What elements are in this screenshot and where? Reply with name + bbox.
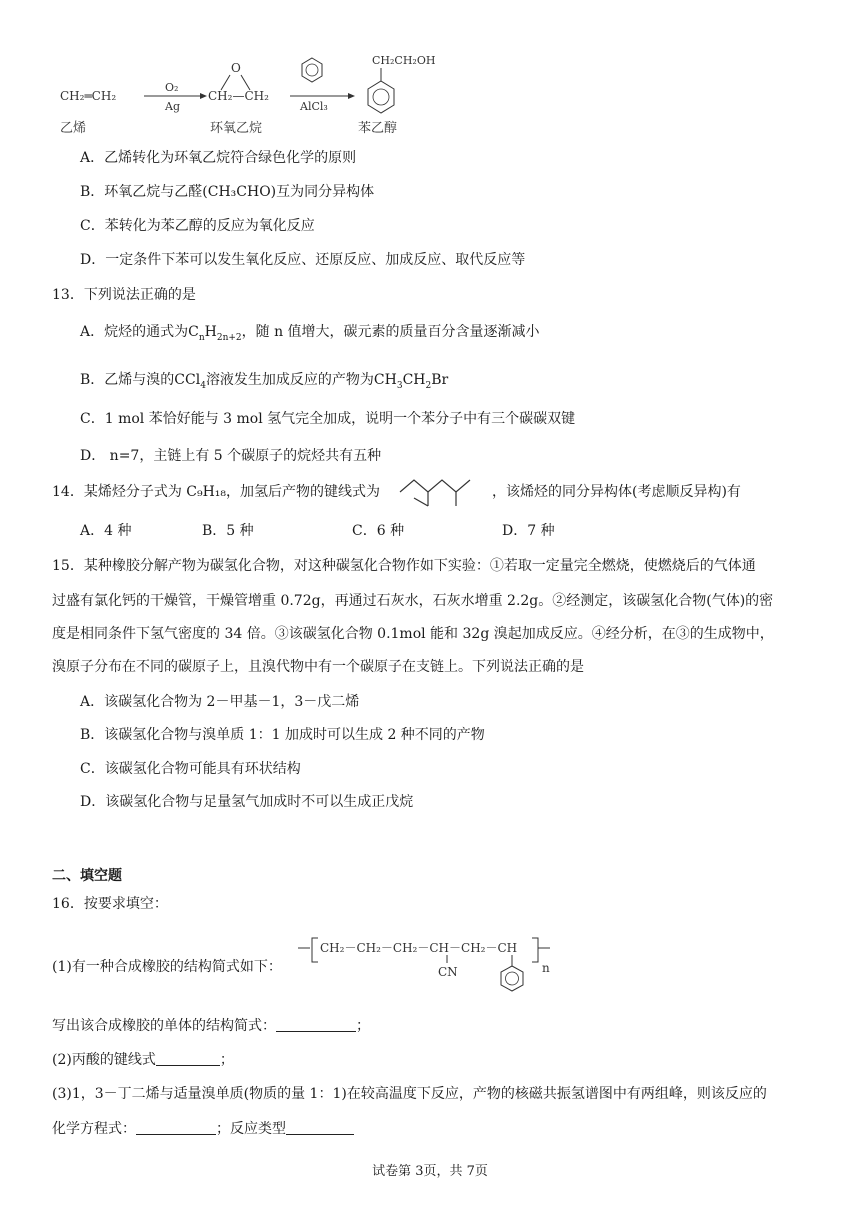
q14-option-c: C．6 种 — [352, 523, 405, 539]
q15-line-1: 15．某种橡胶分解产物为碳氢化合物，对这种碳氢化合物作如下实验：①若取一定量完全燃烧，使燃烧后的气体通 — [52, 558, 756, 574]
q16-part2-end: ； — [219, 1052, 234, 1068]
q13-b-3: 3 — [396, 381, 403, 391]
q12-option-a: A．乙烯转化为环氧乙烷符合绿色化学的原则 — [80, 150, 357, 166]
q12-option-c: C．苯转化为苯乙醇的反应为氧化反应 — [80, 218, 315, 234]
q13-b-end: Br — [431, 372, 449, 388]
step1-reagent-bottom: Ag — [165, 100, 180, 113]
q15-option-b: B．该碳氢化合物与溴单质 1：1 加成时可以生成 2 种不同的产物 — [80, 727, 485, 743]
q16-part3-pre: 化学方程式： — [52, 1121, 136, 1137]
polymer-benzene-ring — [501, 966, 523, 991]
q13-b-ch: CH — [402, 372, 426, 388]
q12-option-b: B．环氧乙烷与乙醛(CH₃CHO)互为同分异构体 — [80, 184, 375, 200]
q13-b-mid: 溶液发生加成反应的产物为CH — [205, 372, 397, 388]
q13-a-sub: 2n+2 — [216, 333, 242, 343]
q14-option-a: A．4 种 — [80, 523, 132, 539]
q14-option-b: B．5 种 — [202, 523, 254, 539]
answer-blank-2[interactable] — [156, 1051, 220, 1066]
epoxide-bond-right — [241, 75, 250, 90]
benzene-ring-product — [368, 81, 394, 113]
q13-b-4: 4 — [200, 381, 206, 391]
phenylethanol-formula: CH₂CH₂OH — [372, 54, 436, 67]
label-epoxide: 环氧乙烷 — [210, 121, 263, 136]
epoxide-bond-left — [221, 75, 230, 90]
step1-reagent-top: O₂ — [165, 81, 179, 94]
q13-option-b — [80, 370, 448, 396]
q13-option-a — [80, 322, 540, 348]
polymer-bracket-left — [312, 938, 318, 962]
epoxide-o: O — [231, 61, 241, 75]
polymer-benzene-ring-circle — [506, 972, 519, 985]
arrow-1-head — [200, 93, 207, 99]
q14-branch-1b — [414, 498, 428, 506]
q15-line-2: 过盛有氯化钙的干燥管，干燥管增重 0.72g，再通过石灰水，石灰水增重 2.2g。②经测定，该碳氢化合物(气体)的密 — [52, 593, 774, 609]
benzene-ring-reagent — [302, 58, 322, 82]
polymer-cn: CN — [438, 965, 458, 979]
q13-option-d: D． n=7，主链上有 5 个碳原子的烷烃共有五种 — [80, 448, 382, 464]
q14-skeletal-structure — [396, 468, 486, 508]
label-phenylethanol: 苯乙醇 — [358, 121, 398, 136]
q14-main-chain — [400, 480, 470, 492]
q16-part1-end: ； — [356, 1018, 370, 1034]
q12-option-d: D．一定条件下苯可以发生氧化反应、还原反应、加成反应、取代反应等 — [80, 252, 526, 268]
step2-reagent-bottom: AlCl₃ — [300, 100, 328, 113]
answer-blank-3[interactable] — [136, 1120, 216, 1135]
q16-part3-mid: ；反应类型 — [216, 1121, 286, 1137]
q15-line-3: 度是相同条件下氢气密度的 34 倍。③该碳氢化合物 0.1mol 能和 32g 溴起加成反应。④经分析，在③的生成物中， — [52, 626, 774, 642]
answer-blank-4[interactable] — [286, 1120, 354, 1135]
q14-stem-post: ，该烯烃的同分异构体(考虑顺反异构)有 — [492, 484, 741, 500]
polymer-n: n — [542, 961, 550, 975]
q13-option-c: C．1 mol 苯恰好能与 3 mol 氢气完全加成，说明一个苯分子中有三个碳碳双键 — [80, 411, 576, 427]
q14-stem-pre: 14．某烯烃分子式为 C₉H₁₈，加氢后产物的键线式为 — [52, 484, 381, 500]
page-footer: 试卷第 3页，共 7页 — [372, 1164, 488, 1179]
polymer-chain: CH₂－CH₂－CH₂－CH－CH₂－CH — [320, 941, 518, 955]
q14-option-d: D．7 种 — [502, 523, 555, 539]
q13-a-pre: A．烷烃的通式为C — [80, 324, 199, 340]
polymer-bracket-right — [532, 938, 538, 962]
q13-a-n: n — [198, 333, 205, 343]
q16-part1-ask-text: 写出该合成橡胶的单体的结构简式： — [52, 1018, 276, 1034]
q13-a-post: ，随 n 值增大，碳元素的质量百分含量逐渐减小 — [241, 324, 540, 340]
label-ethylene: 乙烯 — [60, 121, 87, 136]
reaction-scheme — [50, 48, 470, 138]
q16-part1-text: (1)有一种合成橡胶的结构简式如下： — [52, 959, 282, 975]
q15-option-c: C．该碳氢化合物可能具有环状结构 — [80, 761, 301, 777]
section-heading: 二、填空题 — [52, 868, 122, 884]
q16-stem: 16．按要求填空： — [52, 896, 168, 912]
q16-part2 — [52, 1050, 234, 1070]
q15-option-a: A．该碳氢化合物为 2－甲基－1，3－戊二烯 — [80, 694, 360, 710]
polymer-structure — [298, 930, 560, 1000]
q13-b-2: 2 — [425, 381, 432, 391]
q15-line-4: 溴原子分布在不同的碳原子上，且溴代物中有一个碳原子在支链上。下列说法正确的是 — [52, 659, 584, 675]
q13-stem: 13．下列说法正确的是 — [52, 287, 196, 303]
q16-part1-ask — [52, 1016, 370, 1036]
answer-blank-1[interactable] — [276, 1017, 356, 1032]
q13-a-h: H — [204, 324, 217, 340]
ethylene-formula: CH₂═CH₂ — [60, 89, 117, 103]
q13-b-pre: B．乙烯与溴的CCl — [80, 372, 201, 388]
q16-part2-text: (2)丙酸的键线式 — [52, 1052, 156, 1068]
benzene-ring-product-circle — [373, 89, 389, 105]
q16-part3-line1: (3)1，3－丁二烯与适量溴单质(物质的量 1：1)在较高温度下反应，产物的核磁共振氢谱图中有两组峰，则该反应的 — [52, 1086, 767, 1102]
epoxide-formula: CH₂—CH₂ — [208, 89, 269, 103]
q16-part3-line2 — [52, 1119, 354, 1139]
benzene-ring-reagent-circle — [306, 64, 318, 76]
arrow-2-head — [348, 93, 355, 99]
q15-option-d: D．该碳氢化合物与足量氢气加成时不可以生成正戊烷 — [80, 794, 414, 810]
